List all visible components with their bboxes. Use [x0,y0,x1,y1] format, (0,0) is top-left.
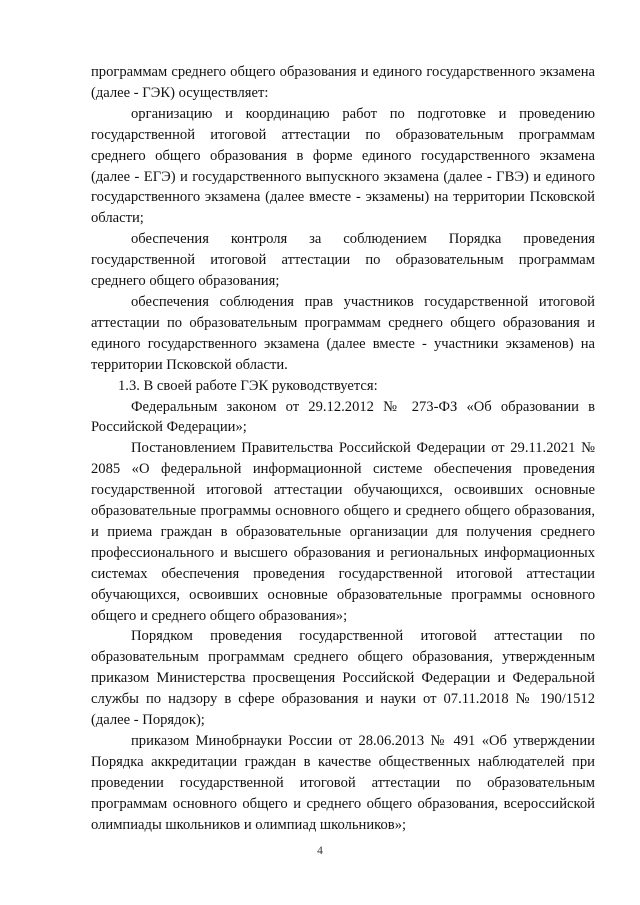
paragraph-government-decree: Постановлением Правительства Российской Федерации от 29.11.2021 № 2085 «О федеральной информационной системе обеспечения проведения государственной итоговой аттестации обучающихся, освоивших основные образовательные программы основного общего и среднего общего образования, и приема граждан в образовательные организации для получения среднего профессионального и высшего образования и региональных информационных системах обеспечения проведения государственной итоговой аттестации обучающихся, освоивших основные образовательные программы основного общего и среднего общего образования»; [91,440,595,624]
paragraph-section-1-3: 1.3. В своей работе ГЭК руководствуется: [118,377,378,394]
paragraph-procedure: Порядком проведения государственной итоговой аттестации по образовательным программам среднего общего образования, утвержденным приказом Министерства просвещения Российской Федерации и Федеральной службы по надзору в сфере образования и науки от 07.11.2018 № 190/1512 (далее - Порядок); [91,628,595,729]
paragraph-control: обеспечения контроля за соблюдением Порядка проведения государственной итоговой аттестации по образовательным программам среднего общего образования; [91,231,595,290]
document-body [91,62,595,836]
paragraph-rights: обеспечения соблюдения прав участников государственной итоговой аттестации по образовательным программам среднего общего образования и единого государственного экзамена (далее вместе - участники экзаменов) на территории Псковской области. [91,293,595,373]
paragraph-organization: организацию и координацию работ по подготовке и проведению государственной итоговой аттестации по образовательным программам среднего общего образования в форме единого государственного экзамена (далее - ЕГЭ) и государственного выпускного экзамена (далее - ГВЭ) и единого государственного экзамена (далее вместе - экзамены) на территории Псковской области; [91,105,595,227]
paragraph-continuation: программам среднего общего образования и единого государственного экзамена (далее - ГЭК) осуществляет: [91,64,595,101]
paragraph-order-491: приказом Минобрнауки России от 28.06.2013 № 491 «Об утверждении Порядка аккредитации граждан в качестве общественных наблюдателей при проведении государственной итоговой аттестации по образовательным программам основного общего и среднего общего образования, всероссийской олимпиады школьников и олимпиад школьников»; [91,733,595,833]
paragraph-federal-law: Федеральным законом от 29.12.2012 № 273-ФЗ «Об образовании в Российской Федерации»; [91,398,595,436]
page-number: 4 [317,845,323,857]
